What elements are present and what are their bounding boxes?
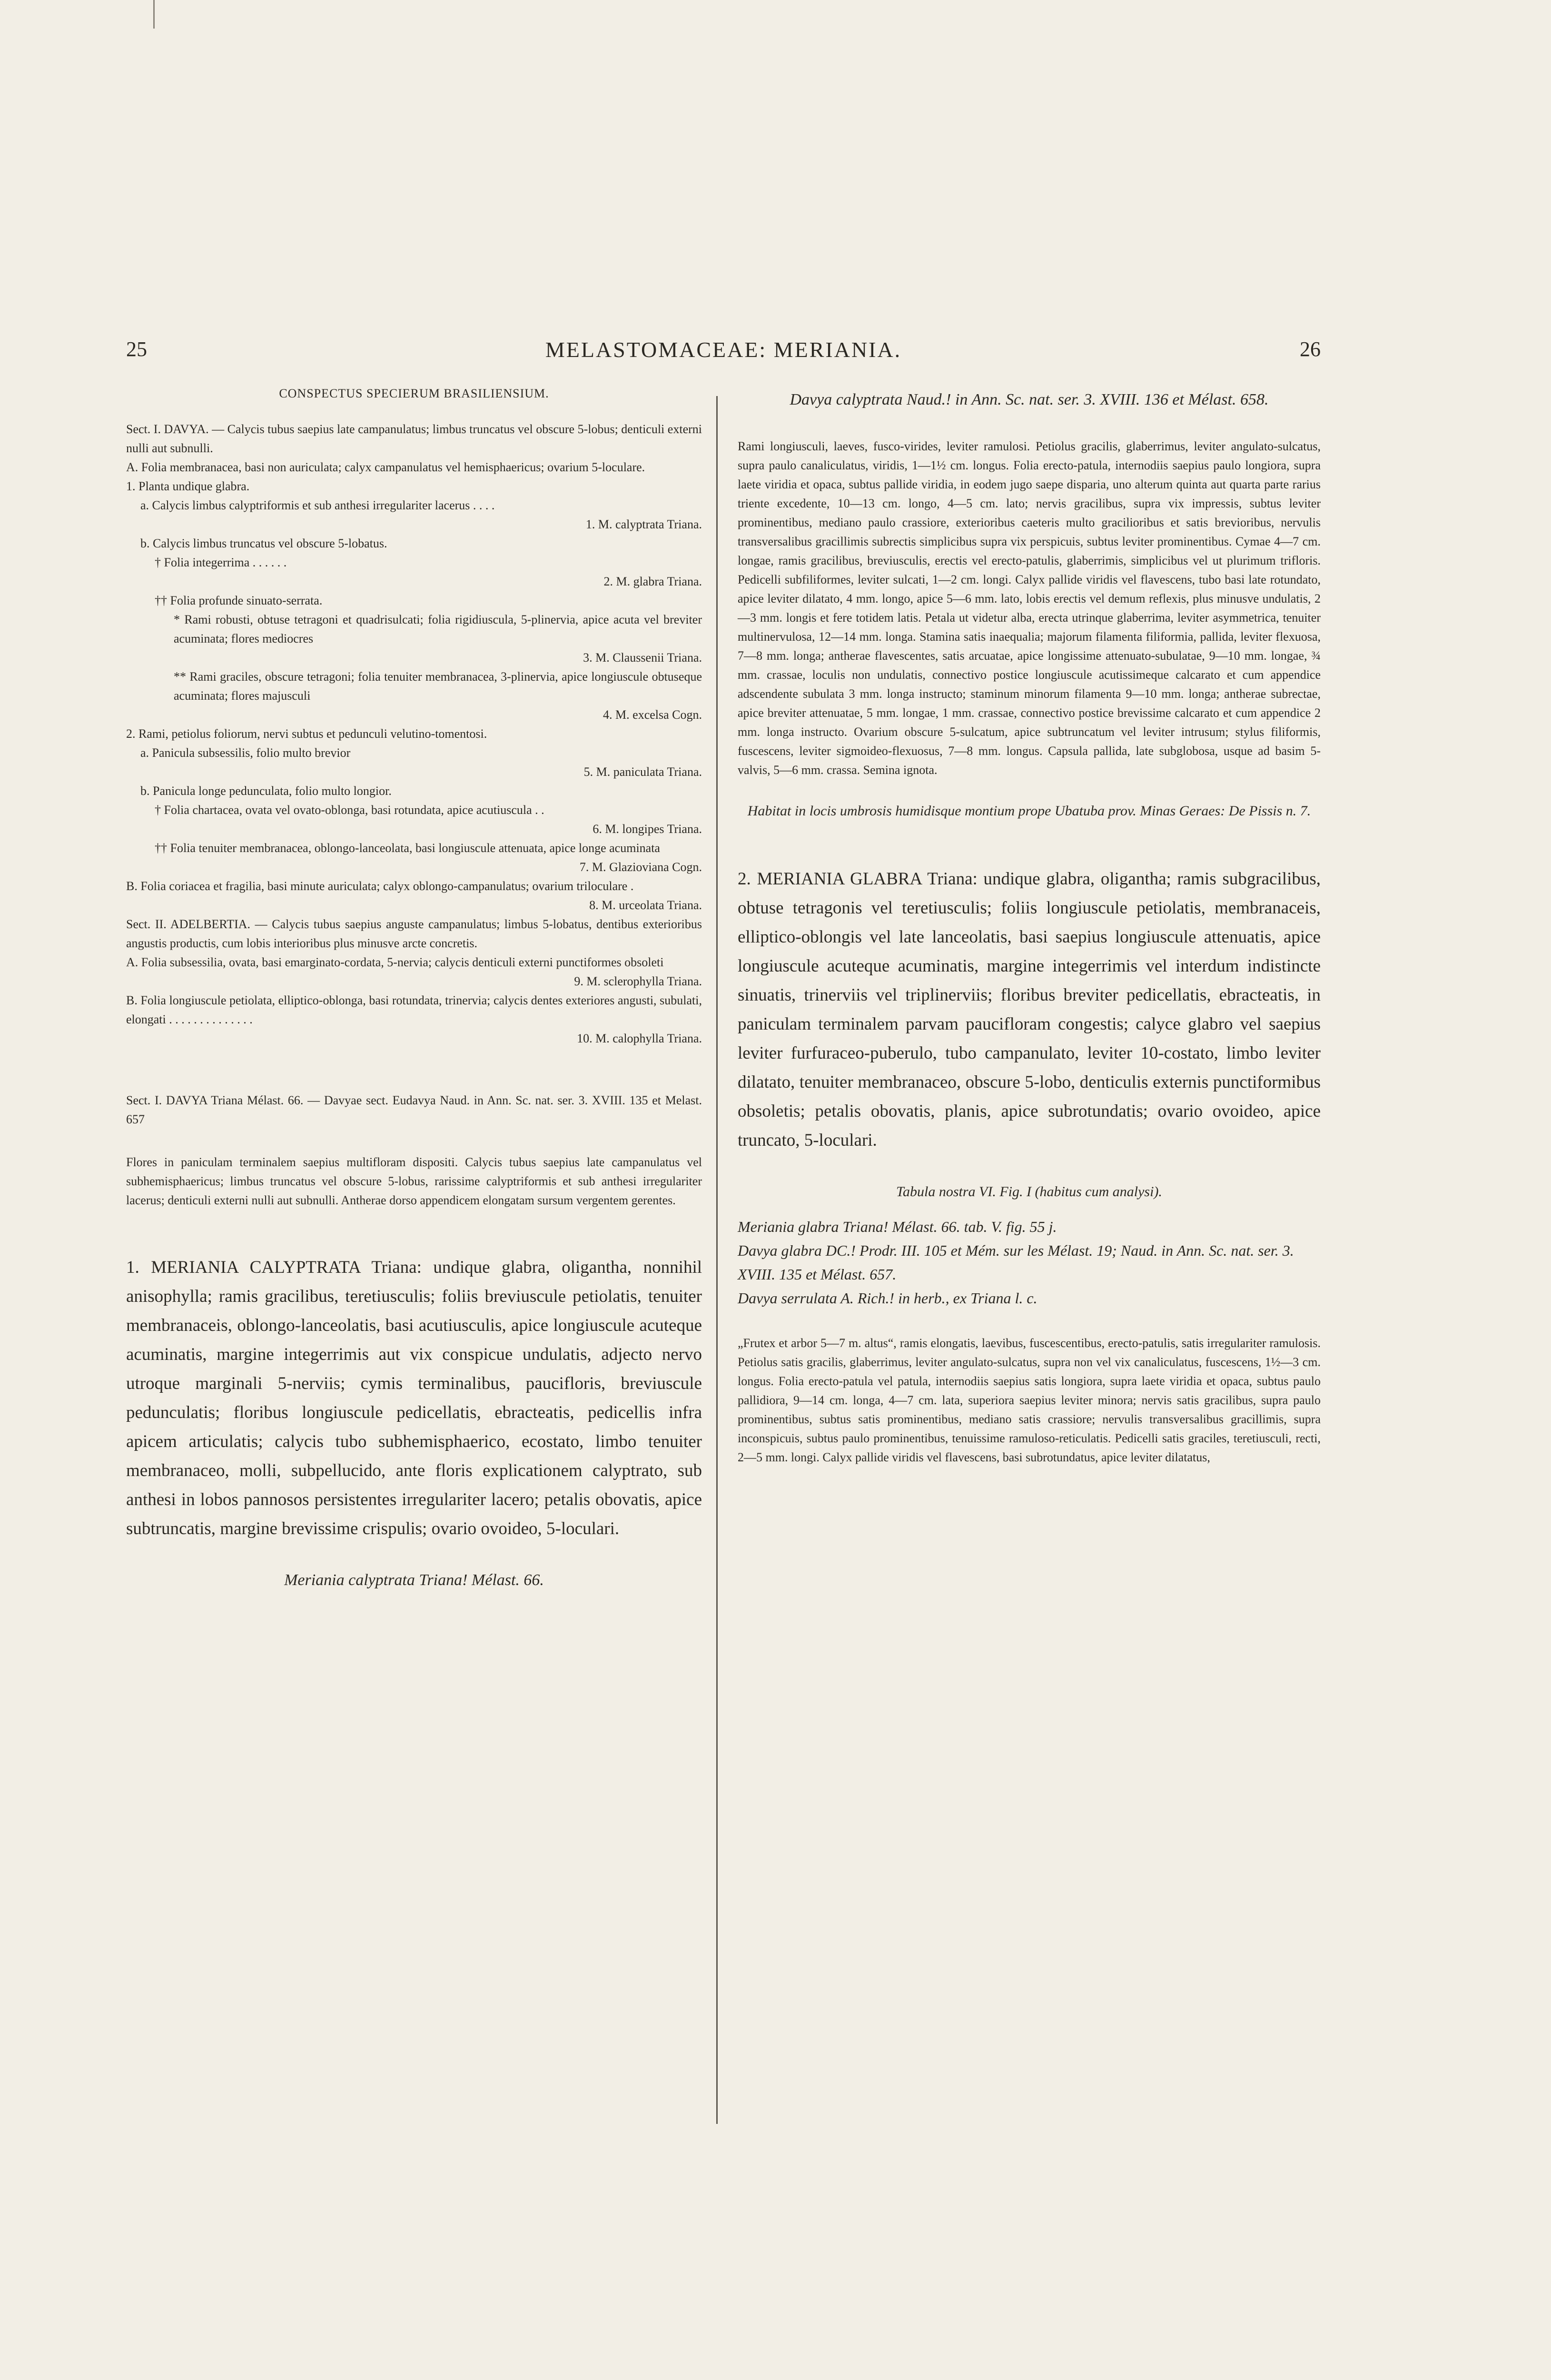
citation-top: Davya calyptrata Naud.! in Ann. Sc. nat. ser. 3. XVIII. 136 et Mélast. 658. xyxy=(790,391,1269,408)
key-species-ref: 2. M. glabra Triana. xyxy=(603,575,702,588)
key-species-ref: 7. M. Glazioviana Cogn. xyxy=(579,860,702,874)
key-lead: 2. Rami, petiolus foliorum, nervi subtus et pedunculi velutino-tomentosi. xyxy=(126,727,487,741)
species1-diagnosis: 1. MERIANIA CALYPTRATA Triana: undique glabra, oligantha, nonnihil anisophylla; ramis gracilibus, teretiusculis; foliis breviuscule petiolatis, tenuiter membranaceis, oblongo-lanceolatis, basi acutiusculis, apice longiuscule acuteque acuminatis, margine integerrimis aut vix conspicue undulatis, adjecto nervo utroque marginali 5-nerviis; cymis terminalibus, paucifloris, breviuscule pedunculatis; floribus longiuscule pedicellatis, ebracteatis, pedicellis infra apicem articulatis; calycis tubo subhemisphaerico, ecostato, limbo tenuiter membranaceo, molli, subpellucido, ante floris explicationem calyptrato, sub anthesi in lobos pannosos persistentes irregulariter lacero; petalis obovatis, apice subtruncatis, margine brevissime crispulis; ovario ovoideo, 5-loculari. xyxy=(126,1258,702,1538)
page-number-left: 25 xyxy=(126,337,147,361)
key-lead: A. Folia membranacea, basi non auriculata; calyx campanulatus vel hemisphaericus; ovarium 5-loculare. xyxy=(126,460,645,474)
key-lead: A. Folia subsessilia, ovata, basi emarginato-cordata, 5-nervia; calycis denticuli externi punctiformes obsoleti xyxy=(126,955,664,969)
key-entry xyxy=(126,477,702,496)
page-header xyxy=(126,337,1321,375)
key-entry xyxy=(126,534,702,553)
key-list-1 xyxy=(126,458,702,915)
key-lead: †† Folia tenuiter membranacea, oblongo-lanceolata, basi longiuscule attenuata, apice longe acuminata xyxy=(155,841,660,855)
key-entry xyxy=(126,877,702,915)
key-lead: †† Folia profunde sinuato-serrata. xyxy=(155,594,323,607)
key-species-ref: 4. M. excelsa Cogn. xyxy=(603,708,702,722)
key-entry xyxy=(126,553,702,591)
key-lead: b. Calycis limbus truncatus vel obscure 5-lobatus. xyxy=(140,536,387,550)
page-number-right: 26 xyxy=(1300,337,1321,361)
species2-citations xyxy=(738,1215,1321,1310)
tabula-note: Tabula nostra VI. Fig. I (habitus cum analysi). xyxy=(896,1184,1162,1200)
key-lead: B. Folia coriacea et fragilia, basi minute auriculata; calyx oblongo-campanulatus; ovarium triloculare . xyxy=(126,879,634,893)
sect2-intro: Sect. II. ADELBERTIA. — Calycis tubus saepius anguste campanulatus; limbus 5-lobatus, dentibus exterioribus angustis productis, cum lobis interioribus plus minusve arcte concretis. xyxy=(126,917,702,950)
key-species-ref: 9. M. sclerophylla Triana. xyxy=(574,974,702,988)
key-lead: a. Calycis limbus calyptriformis et sub anthesi irregulariter lacerus . . . . xyxy=(140,498,495,512)
key-lead: † Folia chartacea, ovata vel ovato-oblonga, basi rotundata, apice acutiuscula . . xyxy=(155,803,544,817)
key-entry xyxy=(126,744,702,782)
key-entry xyxy=(126,667,702,724)
habitat: Habitat in locis umbrosis humidisque montium prope Ubatuba prov. Minas Geraes: De Pissis n. 7. xyxy=(747,803,1311,819)
sect1-heading: Sect. I. DAVYA Triana Mélast. 66. — Davyae sect. Eudavya Naud. in Ann. Sc. nat. ser. 3. XVIII. 135 et Melast. 657 xyxy=(126,1093,702,1126)
key-species-ref: 8. M. urceolata Triana. xyxy=(589,898,702,912)
key-entry xyxy=(126,724,702,744)
sect1-intro: Sect. I. DAVYA. — Calycis tubus saepius late campanulatus; limbus truncatus vel obscure 5-lobus; denticuli externi nulli aut subnulli. xyxy=(126,422,702,455)
key-entry xyxy=(126,991,702,1048)
scan-mark xyxy=(153,0,155,29)
running-title: MELASTOMACEAE: MERIANIA. xyxy=(545,337,902,362)
key-entry xyxy=(126,839,702,877)
citation-line: Meriania glabra Triana! Mélast. 66. tab. V. fig. 55 j. xyxy=(738,1218,1057,1235)
citation-line: Davya glabra DC.! Prodr. III. 105 et Mém. sur les Mélast. 19; Naud. in Ann. Sc. nat. ser. 3. XVIII. 135 et Mélast. 657. xyxy=(738,1242,1294,1283)
key-list-2 xyxy=(126,953,702,1048)
key-entry xyxy=(126,782,702,801)
key-entry xyxy=(126,610,702,667)
key-species-ref: 5. M. paniculata Triana. xyxy=(583,765,702,779)
key-species-ref: 1. M. calyptrata Triana. xyxy=(585,517,702,531)
key-lead: † Folia integerrima . . . . . . xyxy=(155,555,287,569)
key-species-ref: 10. M. calophylla Triana. xyxy=(577,1031,702,1045)
key-entry xyxy=(126,591,702,610)
key-entry xyxy=(126,801,702,839)
key-entry xyxy=(126,953,702,991)
right-column xyxy=(738,387,1321,1467)
sect1-description: Flores in paniculam terminalem saepius multifloram dispositi. Calycis tubus saepius late campanulatus vel subhemisphaericus; limbus truncatus vel obscure 5-lobus, rarissime calyptriformis et sub anthesi irregulariter lacerus; denticuli externi nulli aut subnulli. Antherae dorso appendicem elongatam sursum vergentem gerentes. xyxy=(126,1155,702,1207)
key-lead: * Rami robusti, obtuse tetragoni et quadrisulcati; folia rigidiuscula, 5-plinervia, apice acuta vel breviter acuminata; flores mediocres xyxy=(174,613,702,645)
key-lead: 1. Planta undique glabra. xyxy=(126,479,250,493)
key-entry xyxy=(126,496,702,534)
species2-diagnosis: 2. MERIANIA GLABRA Triana: undique glabra, oligantha; ramis subgracilibus, obtuse tetragonis vel teretiusculis; foliis longiuscule petiolatis, membranaceis, elliptico-oblongis vel late lanceolatis, basi saepius longiuscule attenuatis, apice longiuscule acuteque acuminatis, margine integerrimis vel interdum indistincte sinuatis, trinerviis vel triplinerviis; floribus breviter pedicellatis, ebracteatis, in paniculam terminalem parvam paucifloram congestis; calyce glabro vel saepius leviter furfuraceo-puberulo, tubo campanulato, leviter 10-costato, limbo leviter dilatato, tenuiter membranaceo, obscure 5-lobo, denticulis externis punctiformibus obsoletis; petalis obovatis, planis, apice subrotundatis; ovario ovoideo, apice truncato, 5-loculari. xyxy=(738,869,1321,1150)
key-lead: B. Folia longiuscule petiolata, elliptico-oblonga, basi rotundata, trinervia; calycis dentes exteriores angusti, subulati, elongati . . . . . . . . . . . . . . xyxy=(126,993,702,1026)
key-lead: ** Rami graciles, obscure tetragoni; folia tenuiter membranacea, 3-plinervia, apice longiuscule obtuseque acuminata; flores majusculi xyxy=(174,670,702,703)
key-lead: b. Panicula longe pedunculata, folio multo longior. xyxy=(140,784,392,798)
column-divider xyxy=(716,396,718,2124)
species1-citation: Meriania calyptrata Triana! Mélast. 66. xyxy=(284,1571,544,1589)
key-species-ref: 6. M. longipes Triana. xyxy=(593,822,702,836)
citation-line: Davya serrulata A. Rich.! in herb., ex Triana l. c. xyxy=(738,1289,1037,1307)
key-species-ref: 3. M. Claussenii Triana. xyxy=(583,651,702,664)
key-lead: a. Panicula subsessilis, folio multo brevior xyxy=(140,746,351,760)
conspectus-title: CONSPECTUS SPECIERUM BRASILIENSIUM. xyxy=(279,387,549,400)
species1-description: Rami longiusculi, laeves, fusco-virides, leviter ramulosi. Petiolus gracilis, glaberrimus, leviter angulato-sulcatus, supra paulo canaliculatus, viridis, 1—1½ cm. longus. Folia erecto-patula, internodiis saepius paulo longiora, supra laete viridia et opaca, subtus pallide viridia, in eodem jugo saepe disparia, uno alterum quinta aut quarta parte rarius triente excedente, 10—13 cm. longo, 4—5 cm. lato; nervis gracilibus, supra vix impressis, subtus leviter prominentibus, mediano paulo crassiore, exterioribus caeteris multo gracilioribus et satis brevioribus, nervulis transversalibus gracillimis subrectis simplicibus supra vix perspicuis, subtus leviter prominentibus. Cymae 4—7 cm. longae, ramis gracilibus, breviusculis, erectis vel erecto-patulis, glaberrimis, simplicibus vel ut plurimum trifloris. Pedicelli subfiliformes, leviter sulcati, 1—2 cm. longi. Calyx pallide viridis vel flavescens, tubo basi late rotundato, apice leviter dilatato, 4 mm. longo, apice 5—6 mm. lato, lobis erectis vel demum reflexis, plus minusve undulatis, 2—3 mm. longis et fere totidem latis. Petala ut videtur alba, erecta utrinque glaberrima, leviter asymmetrica, tenuiter multinervulosa, 12—14 mm. longa. Stamina satis inaequalia; majorum filamenta filiformia, pallida, leviter flexuosa, 7—8 mm. longa; antherae flavescentes, satis arcuatae, apice longissime attenuato-subulatae, 9—10 mm. longae, ¾ mm. crassae, loculis non undulatis, connectivo postice longiuscule acutissimeque calcarato et cum appendice adscendente subulata 3 mm. longa instructo; staminum minorum filamenta 9—10 mm. longa; antherae subrectae, apice breviter attenuatae, 5 mm. longae, 1 mm. crassae, connectivo postice brevissime calcarato et cum appendice 2 mm. longa instructo. Ovarium obscure 5-sulcatum, apice subtruncatum vel leviter intrusum; stylus filiformis, fuscescens, leviter sigmoideo-flexuosus, 7—8 mm. longus. Capsula pallida, late subglobosa, usque ad basim 5-valvis, 5—6 mm. crassa. Semina ignota. xyxy=(738,439,1321,777)
species2-description: „Frutex et arbor 5—7 m. altus“, ramis elongatis, laevibus, fuscescentibus, erecto-patulis, satis irregulariter ramulosis. Petiolus satis gracilis, glaberrimus, leviter angulato-sulcatus, supra non vel vix canaliculatus, fuscescens, 1½—3 cm. longus. Folia erecto-patula vel patula, internodiis saepius satis longiora, supra laete viridia et opaca, subtus paulo pallidiora, 9—14 cm. longa, 4—7 cm. lata, superiora saepius leviter minora; nervis satis gracilibus, supra paulo prominentibus, subtus satis prominentibus, mediano satis crassiore; nervulis transversalibus gracillimis, supra inconspicuis, subtus paulo prominentibus, tenuissime ramuloso-reticulatis. Pedicelli satis graciles, teretiusculi, recti, 2—5 mm. longi. Calyx pallide viridis vel flavescens, basi subrotundatus, apice leviter dilatatus, xyxy=(738,1336,1321,1464)
left-column xyxy=(126,387,702,1594)
key-entry xyxy=(126,458,702,477)
